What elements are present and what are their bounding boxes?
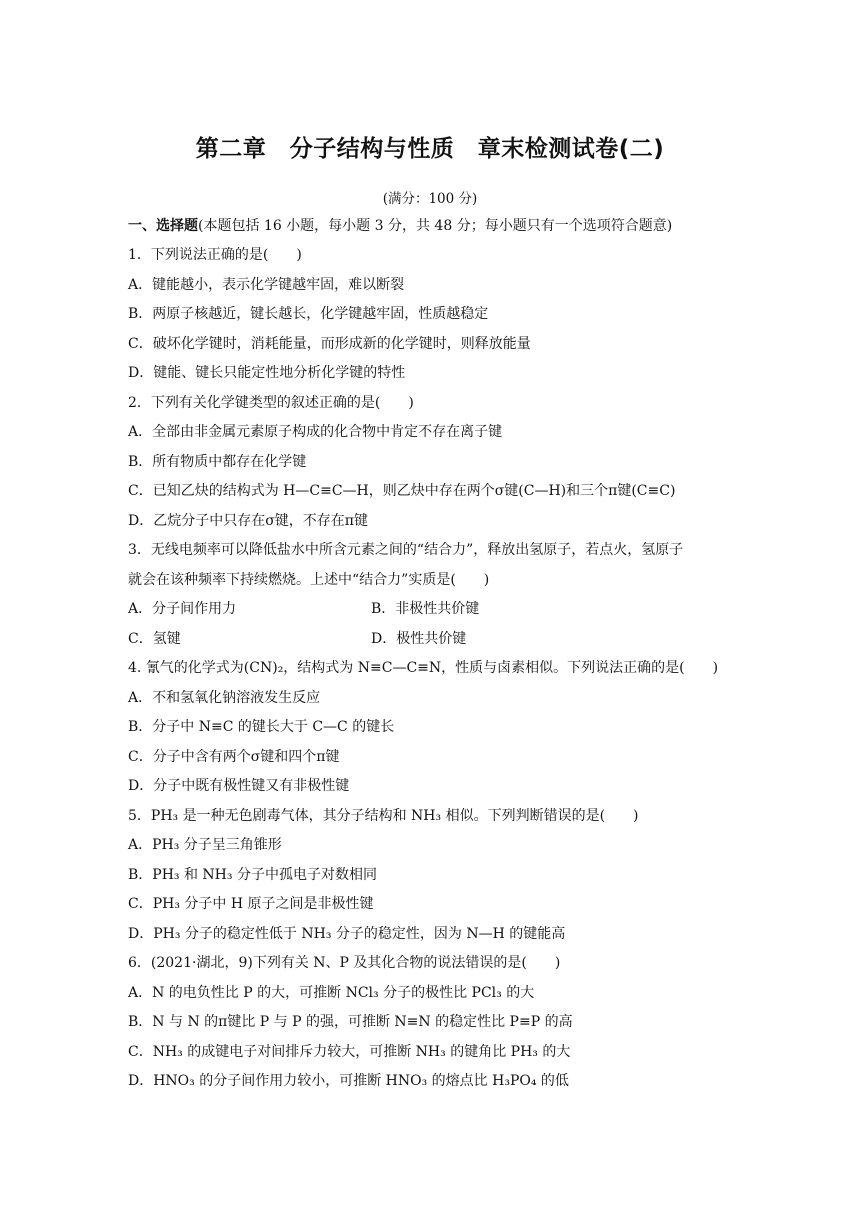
question-1-option-a: A．键能越小，表示化学键越牢固，难以断裂 (128, 277, 405, 293)
question-6-option-a: A．N 的电负性比 P 的大，可推断 NCl₃ 分子的极性比 PCl₃ 的大 (128, 985, 535, 1001)
question-4-stem: 4. 氰气的化学式为(CN)₂，结构式为 N≡C—C≡N，性质与卤素相似。下列说法正确的是( ) (128, 660, 719, 676)
question-5-option-d: D．PH₃ 分子的稳定性低于 NH₃ 分子的稳定性，因为 N—H 的键能高 (128, 926, 566, 942)
question-5-option-a: A．PH₃ 分子呈三角锥形 (128, 837, 282, 853)
question-3-stem-line-2: 就会在该种频率下持续燃烧。上述中“结合力”实质是( ) (128, 572, 490, 588)
section-heading: 一、选择题 (128, 218, 198, 234)
question-1-option-b: B．两原子核越近，键长越长，化学键越牢固，性质越稳定 (128, 306, 489, 322)
question-3-stem-line-1: 3．无线电频率可以降低盐水中所含元素之间的“结合力”，释放出氢原子，若点火，氢原子 (128, 542, 684, 558)
question-1-option-d: D．键能、键长只能定性地分析化学键的特性 (128, 365, 406, 381)
question-1-option-c: C．破坏化学键时，消耗能量，而形成新的化学键时，则释放能量 (128, 336, 531, 352)
question-2-option-c: C．已知乙炔的结构式为 H—C≡C—H，则乙炔中存在两个σ键(C—H)和三个π键(C≡C) (128, 483, 676, 499)
question-2-option-a: A．全部由非金属元素原子构成的化合物中肯定不存在离子键 (128, 424, 503, 440)
question-4-option-b: B．分子中 N≡C 的键长大于 C—C 的键长 (128, 719, 395, 735)
question-4-option-c: C．分子中含有两个σ键和四个π键 (128, 749, 340, 765)
question-4-option-a: A．不和氢氧化钠溶液发生反应 (128, 690, 321, 706)
question-5-stem: 5．PH₃ 是一种无色剧毒气体，其分子结构和 NH₃ 相似。下列判断错误的是( ) (128, 808, 639, 824)
question-3-option-d: D．极性共价键 (371, 631, 467, 647)
question-2-option-d: D．乙烷分子中只存在σ键，不存在π键 (128, 513, 368, 529)
question-5-option-b: B．PH₃ 和 NH₃ 分子中孤电子对数相同 (128, 867, 377, 883)
question-6-option-b: B．N 与 N 的π键比 P 与 P 的强，可推断 N≡N 的稳定性比 P≡P 的高 (128, 1014, 573, 1030)
question-2-option-b: B．所有物质中都存在化学键 (128, 454, 307, 470)
question-6-stem: 6．(2021·湖北，9)下列有关 N、P 及其化合物的说法错误的是( ) (128, 955, 561, 971)
question-5-option-c: C．PH₃ 分子中 H 原子之间是非极性键 (128, 896, 374, 912)
question-6-option-c: C．NH₃ 的成键电子对间排斥力较大，可推断 NH₃ 的键角比 PH₃ 的大 (128, 1044, 571, 1060)
section-heading-line (128, 217, 672, 235)
section-description: (本题包括 16 小题，每小题 3 分，共 48 分；每小题只有一个选项符合题意) (198, 218, 673, 234)
question-4-option-d: D．分子中既有极性键又有非极性键 (128, 778, 350, 794)
question-3-option-b: B．非极性共价键 (371, 601, 480, 617)
question-6-option-d: D．HNO₃ 的分子间作用力较小，可推断 HNO₃ 的熔点比 H₃PO₄ 的低 (128, 1073, 569, 1089)
question-1-stem: 1．下列说法正确的是( ) (128, 247, 302, 263)
question-3-option-c: C．氢键 (128, 631, 181, 647)
score-note: (满分：100 分) (382, 191, 478, 207)
question-2-stem: 2．下列有关化学键类型的叙述正确的是( ) (128, 395, 414, 411)
page-title: 第二章 分子结构与性质 章末检测试卷(二) (195, 136, 665, 162)
question-3-option-a: A．分子间作用力 (128, 601, 237, 617)
